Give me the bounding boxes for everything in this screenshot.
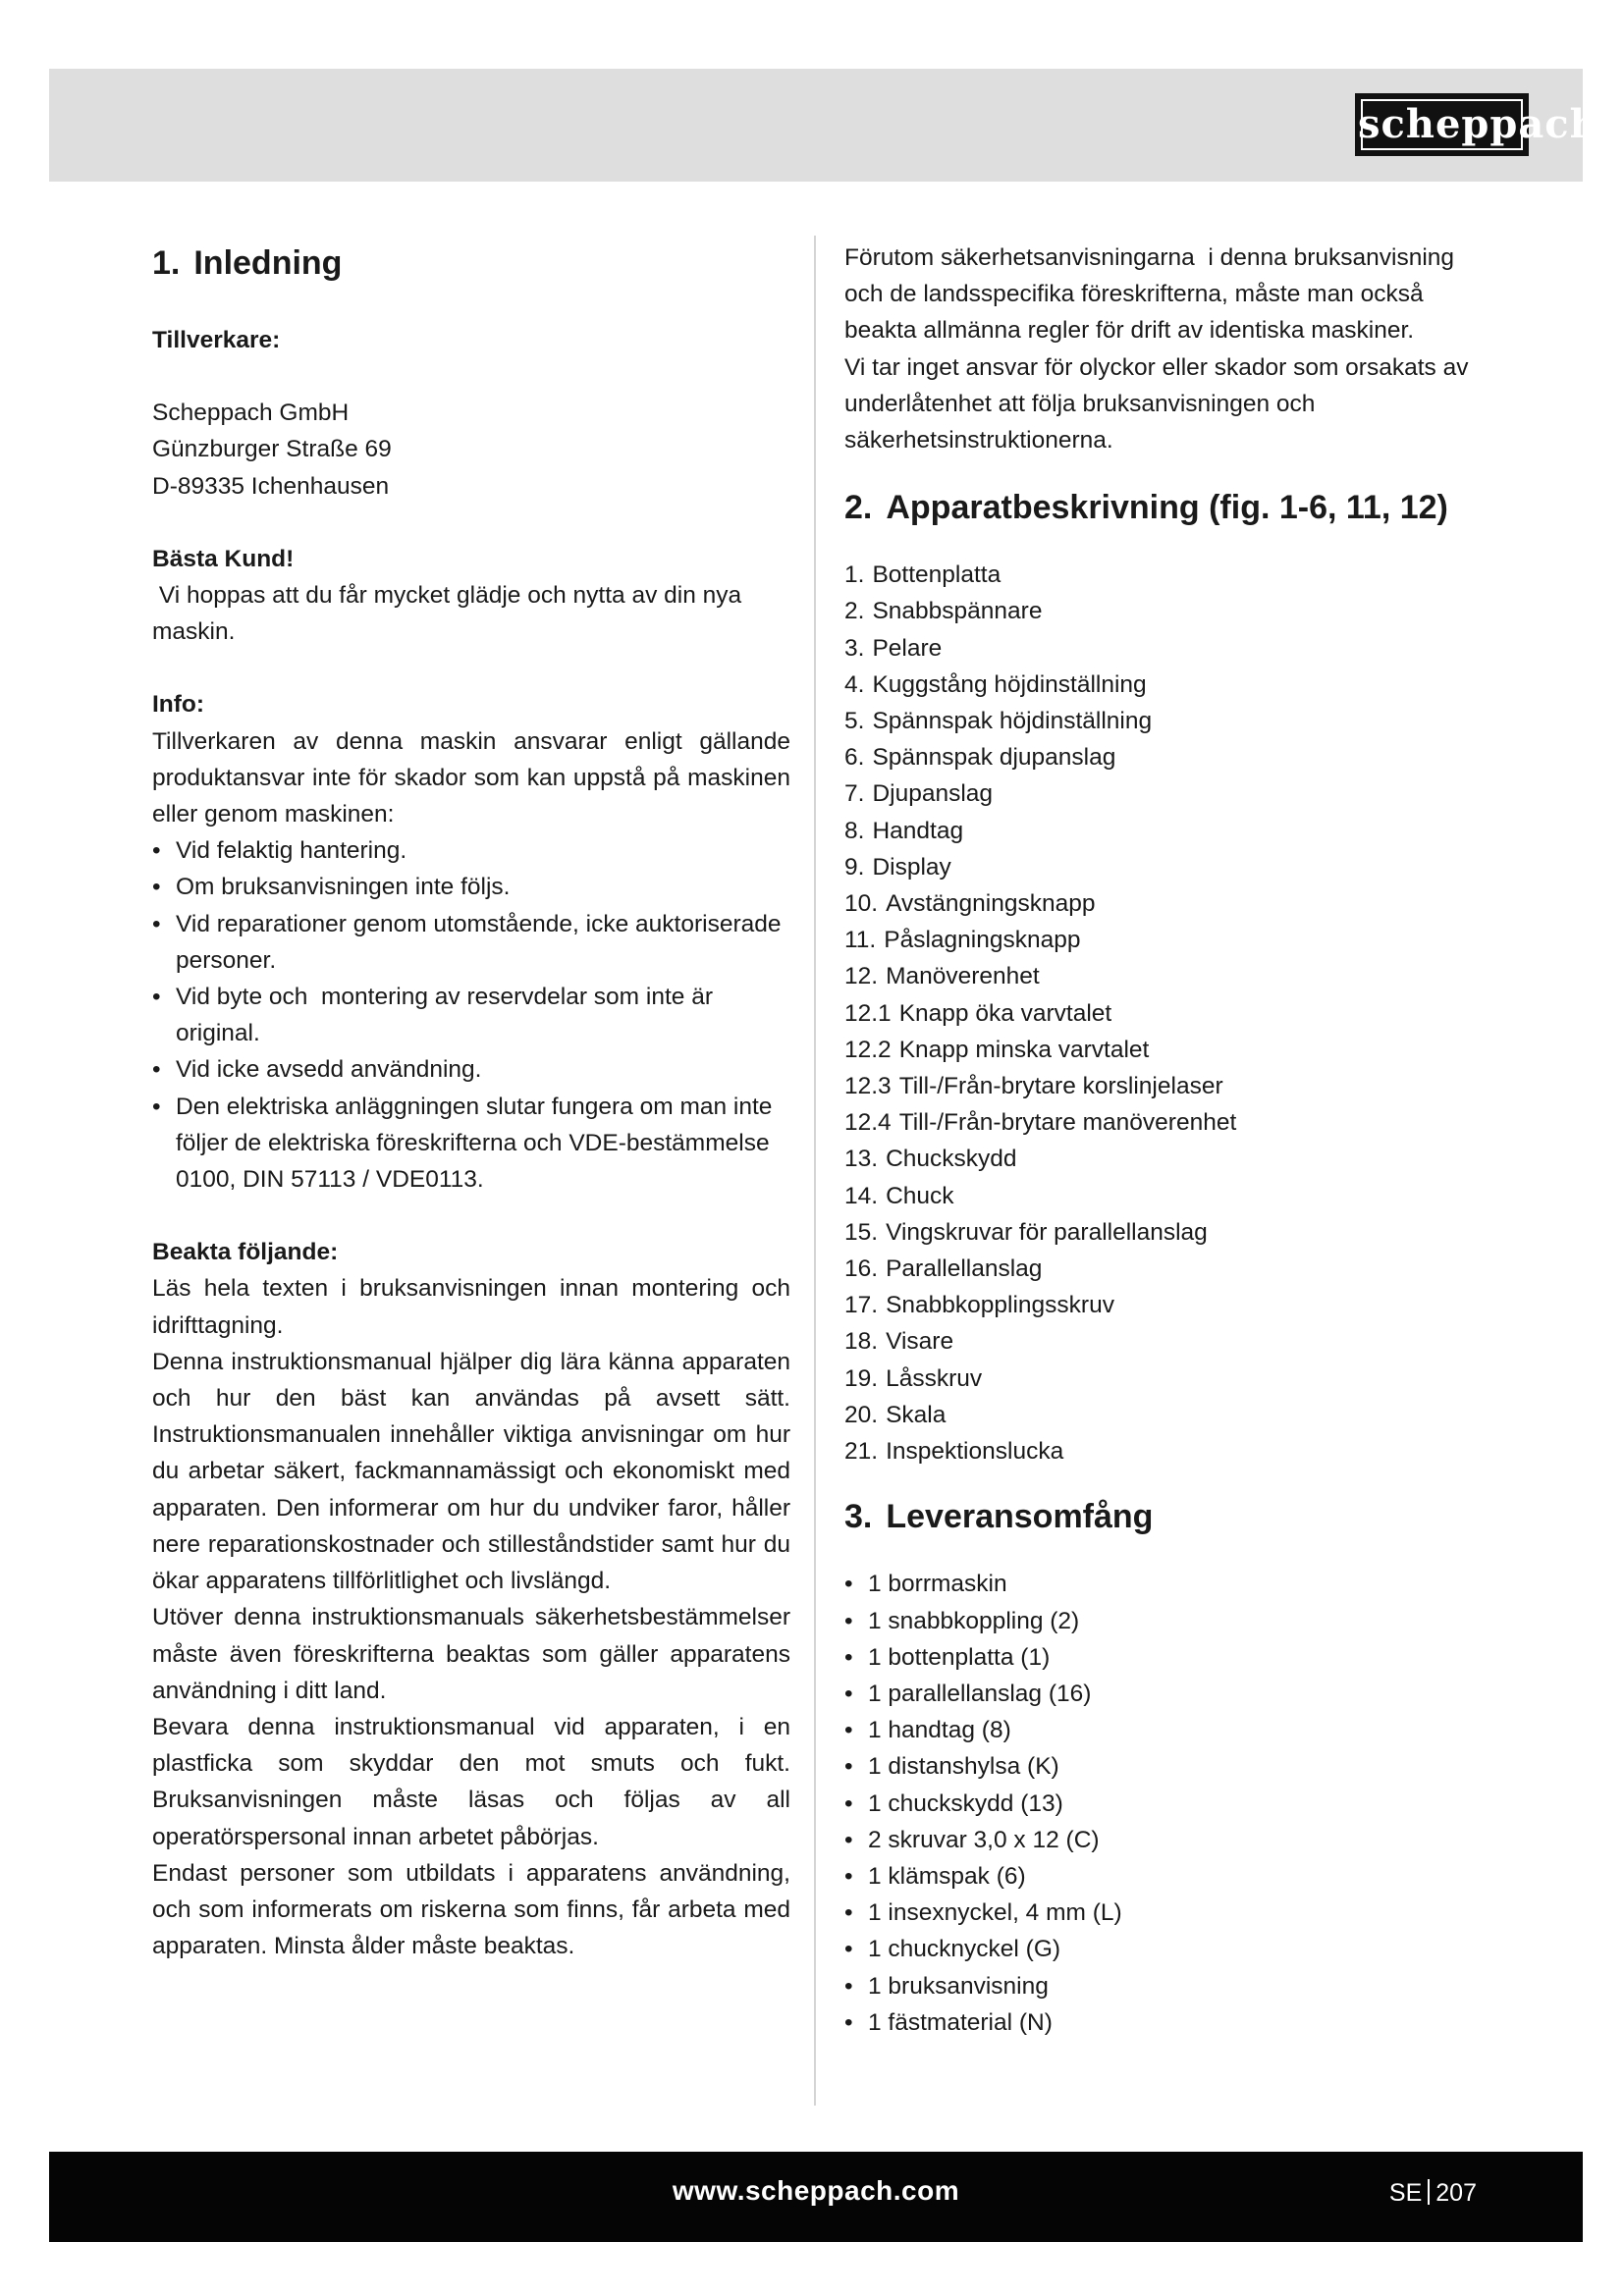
info-list: [152, 832, 790, 1198]
parts-list: [844, 557, 1483, 1469]
delivery-list-item: • 1 borrmaskin: [844, 1566, 1483, 1602]
parts-list-item: 12.4 Till-/Från-brytare manöverenhet: [844, 1109, 1237, 1137]
section-1-heading: 1. Inledning: [152, 244, 343, 282]
address-line: Günzburger Straße 69: [152, 436, 392, 463]
column-divider: [814, 236, 816, 2106]
list-item: • Om bruksanvisningen inte följs.: [152, 869, 790, 905]
scheppach-logo: scheppach: [1355, 93, 1529, 156]
parts-list-item: 17. Snabbkopplingsskruv: [844, 1292, 1114, 1319]
delivery-list-item: • 1 parallellanslag (16): [844, 1676, 1483, 1712]
parts-list-item: 3. Pelare: [844, 634, 943, 662]
parts-list-item: 20. Skala: [844, 1401, 947, 1428]
parts-list-item: 15. Vingskruvar för parallellanslag: [844, 1218, 1208, 1246]
note-paragraph: Utöver denna instruktionsmanuals säkerhetsbestämmelser måste även föreskrifterna beaktas som gäller apparatens användning i ditt land.: [152, 1604, 790, 1704]
delivery-list-item: • 2 skruvar 3,0 x 12 (C): [844, 1822, 1483, 1858]
parts-list-item: 21. Inspektionslucka: [844, 1438, 1064, 1466]
delivery-list-item: • 1 bruksanvisning: [844, 1968, 1483, 2004]
intro-paragraph: Förutom säkerhetsanvisningarna i denna bruksanvisning och de landsspecifika föreskrifterna, måste man också beakta allmänna regler för drift av identiska maskiner.: [844, 244, 1461, 345]
greeting-text: Vi hoppas att du får mycket glädje och nytta av din nya maskin.: [152, 582, 748, 646]
parts-list-item: 7. Djupanslag: [844, 780, 994, 808]
parts-list-item: 2. Snabbspännare: [844, 598, 1043, 625]
note-label: Beakta följande:: [152, 1239, 339, 1266]
greeting-label: Bästa Kund!: [152, 545, 295, 572]
info-text: Tillverkaren av denna maskin ansvarar enligt gällande produktansvar inte för skador som kan uppstå på maskinen eller genom maskinen:: [152, 727, 790, 828]
note-paragraph: Bevara denna instruktionsmanual vid apparaten, i en plastficka som skyddar den mot smuts och fukt. Bruksanvisningen måste läsas och följas av all operatörspersonal innan arbetet påbörjas.: [152, 1713, 790, 1850]
parts-list-item: 19. Låsskruv: [844, 1364, 983, 1392]
list-item: • Vid icke avsedd användning.: [152, 1051, 790, 1088]
delivery-list-item: • 1 klämspak (6): [844, 1858, 1483, 1895]
parts-list-item: 1. Bottenplatta: [844, 561, 1001, 589]
parts-list-item: 11. Påslagningsknapp: [844, 927, 1081, 954]
address-line: D-89335 Ichenhausen: [152, 472, 390, 500]
note-paragraph: Denna instruktionsmanual hjälper dig lära känna apparaten och hur den bäst kan användas på avsett sätt. Instruktionsmanualen innehåller viktiga anvisningar om hur du arbetar säkert, fackmannamässigt och ekonomiskt med apparaten. Den informerar om hur du undviker faror, håller nere reparationskostnader och stilleståndstider samt hur du ökar apparatens tillförlitlighet och livslängd.: [152, 1348, 790, 1595]
note-paragraph: Läs hela texten i bruksanvisningen innan montering och idrifttagning.: [152, 1275, 790, 1339]
delivery-list-item: • 1 handtag (8): [844, 1712, 1483, 1748]
delivery-list-item: • 1 chuckskydd (13): [844, 1786, 1483, 1822]
delivery-list: [844, 1566, 1483, 2041]
parts-list-item: 12.1 Knapp öka varvtalet: [844, 999, 1112, 1027]
website-link[interactable]: www.scheppach.com: [672, 2175, 960, 2206]
address-line: Scheppach GmbH: [152, 400, 350, 427]
parts-list-item: 6. Spännspak djupanslag: [844, 744, 1116, 772]
parts-list-item: 12.2 Knapp minska varvtalet: [844, 1036, 1150, 1063]
delivery-list-item: • 1 bottenplatta (1): [844, 1639, 1483, 1676]
parts-list-item: 5. Spännspak höjdinställning: [844, 708, 1153, 735]
delivery-list-item: • 1 distanshylsa (K): [844, 1748, 1483, 1785]
parts-list-item: 16. Parallellanslag: [844, 1255, 1043, 1283]
delivery-list-item: • 1 snabbkoppling (2): [844, 1603, 1483, 1639]
parts-list-item: 12.3 Till-/Från-brytare korslinjelaser: [844, 1073, 1223, 1100]
page-number: SE 207: [1388, 2179, 1477, 2207]
parts-list-item: 14. Chuck: [844, 1182, 954, 1209]
section-2-heading: 2. Apparatbeskrivning (fig. 1-6, 11, 12): [844, 489, 1448, 527]
parts-list-item: 8. Handtag: [844, 817, 964, 844]
right-column: [844, 240, 1483, 2041]
footer-bar: [49, 2152, 1583, 2242]
parts-list-item: 10. Avstängningsknapp: [844, 890, 1096, 918]
list-item: • Vid reparationer genom utomstående, icke auktoriserade personer.: [152, 906, 790, 979]
parts-list-item: 9. Display: [844, 853, 951, 881]
list-item: • Vid byte och montering av reservdelar som inte är original.: [152, 979, 790, 1051]
list-item: • Vid felaktig hantering.: [152, 832, 790, 869]
delivery-list-item: • 1 fästmaterial (N): [844, 2004, 1483, 2041]
delivery-list-item: • 1 insexnyckel, 4 mm (L): [844, 1895, 1483, 1931]
parts-list-item: 18. Visare: [844, 1328, 954, 1356]
delivery-list-item: • 1 chucknyckel (G): [844, 1931, 1483, 1967]
list-item: • Den elektriska anläggningen slutar fungera om man inte följer de elektriska föreskrifterna och VDE-bestämmelse 0100, DIN 57113 / VDE0113.: [152, 1089, 790, 1199]
header-bar: [49, 69, 1583, 182]
parts-list-item: 12. Manöverenhet: [844, 963, 1040, 990]
left-column: [152, 240, 790, 1964]
parts-list-item: 13. Chuckskydd: [844, 1146, 1017, 1173]
manufacturer-label: Tillverkare:: [152, 327, 281, 353]
info-label: Info:: [152, 691, 205, 719]
note-paragraph: Endast personer som utbildats i apparatens användning, och som informerats om riskerna som finns, får arbeta med apparaten. Minsta ålder måste beaktas.: [152, 1859, 790, 1960]
section-3-heading: 3. Leveransomfång: [844, 1498, 1154, 1536]
intro-paragraph: Vi tar inget ansvar för olyckor eller skador som orsakats av underlåtenhet att följa bruksanvisningen och säkerhetsinstruktionerna.: [844, 353, 1469, 454]
parts-list-item: 4. Kuggstång höjdinställning: [844, 670, 1147, 698]
